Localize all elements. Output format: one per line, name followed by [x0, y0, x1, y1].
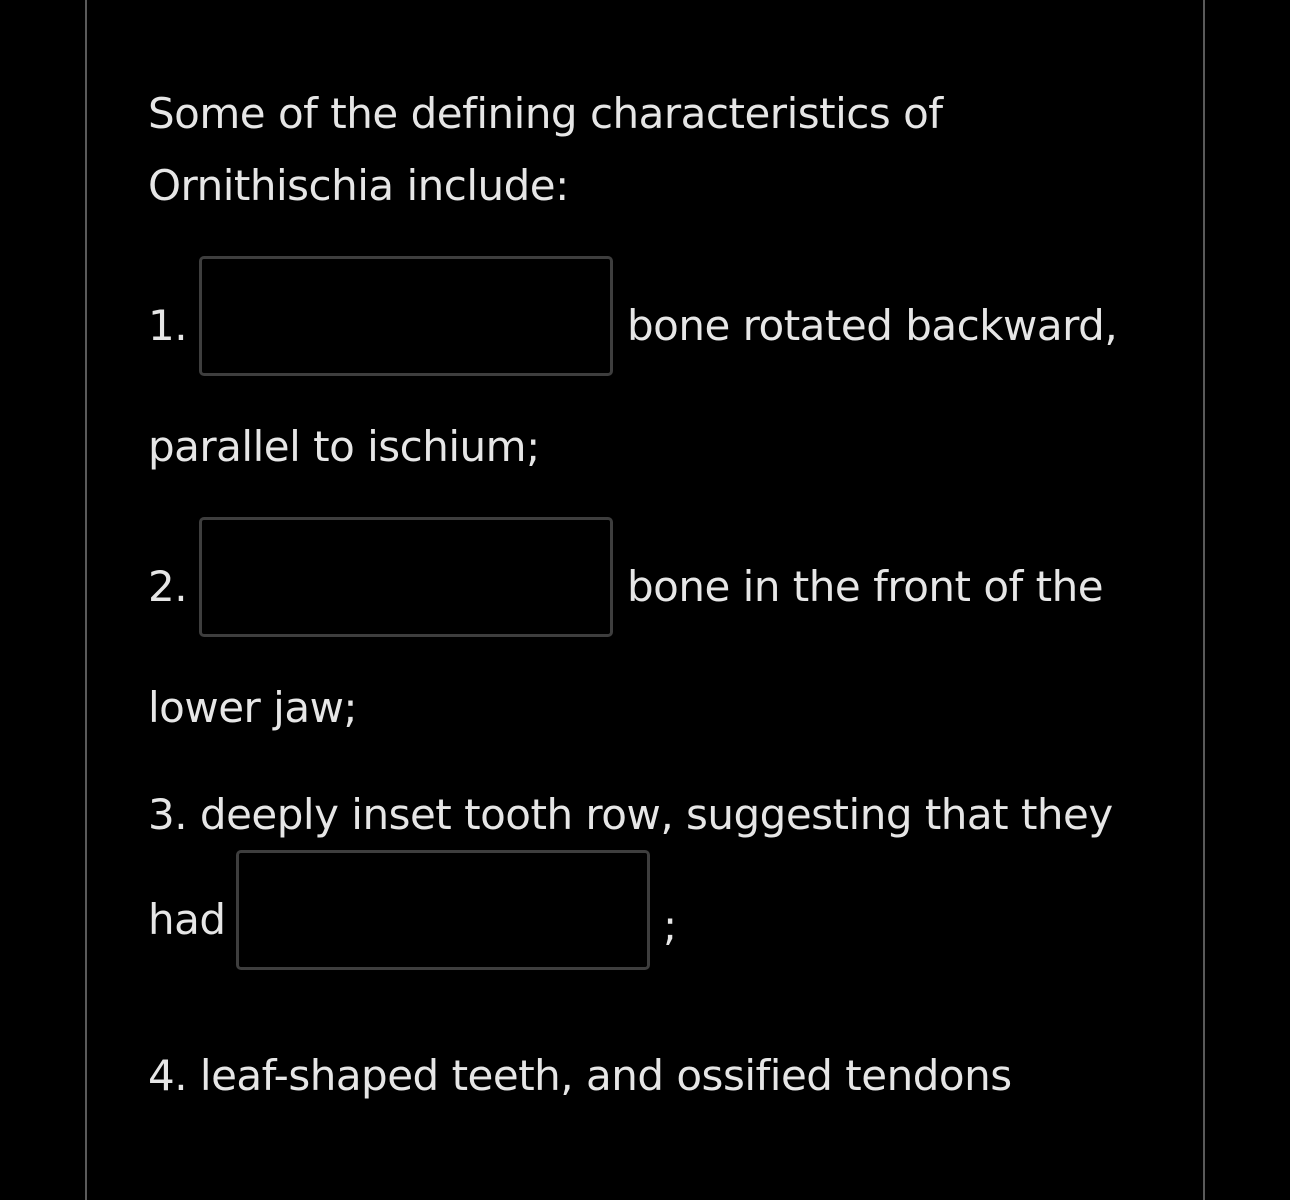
- item-2-after-blank: bone in the front of the: [627, 562, 1104, 611]
- item-2-number: 2.: [148, 562, 188, 611]
- item-1-blank-input[interactable]: [199, 256, 613, 376]
- intro-line-2: Ornithischia include:: [148, 161, 569, 210]
- item-1-after-blank: bone rotated backward,: [627, 301, 1118, 350]
- intro-line-1: Some of the defining characteristics of: [148, 89, 943, 138]
- item-2-blank-input[interactable]: [199, 517, 613, 637]
- item-1-continuation: parallel to ischium;: [148, 422, 540, 471]
- content-border-right: [1203, 0, 1205, 1200]
- item-3-before-blank: had: [148, 895, 226, 944]
- item-3-line-1: 3. deeply inset tooth row, suggesting that they: [148, 790, 1113, 839]
- item-2-continuation: lower jaw;: [148, 683, 358, 732]
- item-4-text: 4. leaf-shaped teeth, and ossified tendons: [148, 1051, 1012, 1100]
- content-border-left: [85, 0, 87, 1200]
- item-3-blank-input[interactable]: [236, 850, 650, 970]
- item-1-number: 1.: [148, 301, 188, 350]
- item-3-after-blank: ;: [663, 901, 677, 950]
